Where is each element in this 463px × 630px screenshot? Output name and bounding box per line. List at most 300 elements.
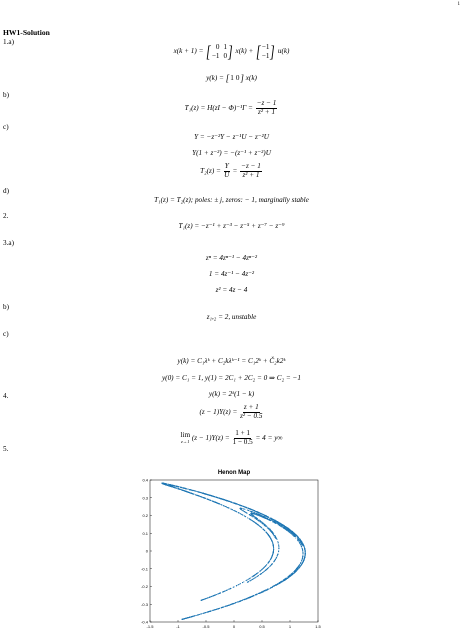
henon-point	[275, 559, 276, 560]
henon-point	[237, 601, 238, 602]
henon-point	[226, 590, 227, 591]
equation-state	[0, 43, 463, 60]
henon-point	[226, 507, 227, 508]
matrix-c-2: 0	[235, 73, 240, 82]
henon-point	[220, 498, 221, 499]
henon-point	[178, 488, 179, 489]
henon-point	[238, 512, 239, 513]
problem-label-1a: 1.a)	[3, 38, 14, 46]
henon-point	[296, 535, 297, 536]
y-tick-label: -0.1	[141, 566, 148, 572]
henon-point	[268, 535, 269, 536]
eq-output-lhs: y(k) =	[206, 74, 224, 83]
henon-point	[187, 617, 188, 618]
henon-point	[271, 531, 272, 532]
henon-point	[244, 599, 245, 600]
henon-point	[198, 492, 199, 493]
henon-point	[243, 510, 244, 511]
henon-point	[270, 529, 271, 530]
henon-point	[278, 542, 279, 543]
henon-point	[174, 486, 175, 487]
henon-point	[263, 567, 264, 568]
henon-point	[168, 484, 169, 485]
henon-point	[270, 588, 271, 589]
henon-point	[257, 511, 258, 512]
henon-point	[171, 486, 172, 487]
henon-point	[302, 543, 303, 544]
henon-point	[256, 518, 257, 519]
problem-label-4: 4.	[3, 392, 9, 400]
henon-point	[199, 614, 200, 615]
henon-point	[271, 587, 272, 588]
y-tick-label: -0.2	[141, 584, 148, 589]
henon-point	[268, 528, 269, 529]
henon-point	[193, 490, 194, 491]
y-tick-label: -0.3	[141, 601, 148, 607]
henon-point	[247, 598, 248, 599]
henon-point	[295, 571, 296, 572]
henon-point	[278, 551, 279, 552]
eq-state-rhs: u(k)	[277, 47, 290, 56]
henon-point	[232, 509, 233, 510]
henon-point	[274, 586, 275, 587]
henon-point	[297, 567, 298, 568]
henon-point	[244, 511, 245, 512]
henon-point	[182, 487, 183, 488]
henon-point	[261, 527, 262, 528]
henon-point	[304, 546, 305, 547]
equation-series: T₁(z) = −z⁻¹ + z⁻³ − z⁻⁵ + z⁻⁷ − z⁻⁹	[178, 222, 285, 230]
henon-point	[272, 554, 273, 555]
henon-point	[212, 610, 213, 611]
henon-point	[255, 523, 256, 524]
henon-point	[242, 600, 243, 601]
y-tick-label: -0.4	[141, 619, 148, 625]
henon-point	[278, 547, 279, 548]
henon-point	[200, 492, 201, 493]
henon-point	[183, 490, 184, 491]
henon-point	[302, 552, 303, 553]
equation-final-value-2	[0, 430, 463, 446]
henon-point	[245, 516, 246, 517]
henon-point	[264, 570, 265, 571]
henon-point	[259, 515, 260, 516]
henon-point	[279, 523, 280, 524]
henon-point	[267, 527, 268, 528]
henon-point	[210, 495, 211, 496]
henon-point	[270, 559, 271, 560]
henon-point	[275, 538, 276, 539]
henon-point	[205, 612, 206, 613]
henon-point	[296, 570, 297, 571]
henon-point	[203, 493, 204, 494]
henon-point	[288, 576, 289, 577]
henon-point	[251, 516, 252, 517]
henon-point	[253, 513, 254, 514]
henon-point	[223, 499, 224, 500]
henon-point	[230, 508, 231, 509]
henon-point	[162, 483, 163, 484]
henon-point	[236, 585, 237, 586]
henon-point	[262, 522, 263, 523]
henon-point	[255, 577, 256, 578]
henon-point	[281, 581, 282, 582]
henon-point	[243, 581, 244, 582]
matrix-a-21: −1	[211, 51, 220, 60]
henon-point	[276, 523, 277, 524]
henon-point	[212, 501, 213, 502]
henon-point	[268, 562, 269, 563]
henon-point	[274, 521, 275, 522]
henon-point	[213, 595, 214, 596]
x-tick-label: -1.5	[146, 624, 154, 629]
henon-point	[170, 485, 171, 486]
fraction: $\frac{z + 1}{\text{z² − 0.5}}$	[240, 403, 263, 421]
fraction: $\frac{-z - 1}{\text{z² + 1}}$	[241, 162, 261, 180]
henon-point	[302, 562, 303, 563]
henon-point	[282, 581, 283, 582]
henon-point	[197, 615, 198, 616]
matrix-A: [ 0 1 −1 0 ]	[206, 42, 233, 61]
henon-point	[194, 615, 195, 616]
henon-point	[286, 526, 287, 527]
henon-point	[300, 541, 301, 542]
henon-point	[226, 605, 227, 606]
henon-point	[251, 513, 252, 514]
henon-point	[250, 597, 251, 598]
henon-point	[256, 513, 257, 514]
henon-point	[232, 603, 233, 604]
eq-state-lhs: x(k + 1) =	[173, 47, 204, 56]
henon-point	[263, 571, 264, 572]
henon-point	[289, 529, 290, 530]
henon-point	[267, 533, 268, 534]
fraction: $\frac{1 + 1}{1 - 0.5}$	[232, 429, 253, 447]
henon-point	[252, 511, 253, 512]
henon-point	[240, 505, 241, 506]
henon-point	[176, 488, 177, 489]
henon-point	[200, 496, 201, 497]
henon-point	[299, 540, 300, 541]
x-tick-label: 0.5	[259, 624, 265, 629]
henon-point	[203, 497, 204, 498]
document-title: HW1-Solution	[3, 28, 50, 37]
henon-point	[295, 537, 296, 538]
henon-point	[272, 542, 273, 543]
henon-point	[233, 510, 234, 511]
matrix-a-11: 0	[215, 43, 220, 52]
henon-point	[214, 609, 215, 610]
henon-point	[246, 598, 247, 599]
henon-point	[264, 524, 265, 525]
henon-point	[288, 531, 289, 532]
equation-roots: z₁,₂ = 2, unstable	[206, 313, 257, 321]
henon-point	[287, 527, 288, 528]
henon-point	[289, 576, 290, 577]
x-tick-label: -0.5	[202, 624, 210, 629]
henon-point	[275, 558, 276, 559]
henon-point	[269, 566, 270, 567]
henon-point	[176, 486, 177, 487]
henon-point	[278, 524, 279, 525]
henon-point	[173, 485, 174, 486]
henon-point	[259, 512, 260, 513]
henon-point	[233, 586, 234, 587]
henon-point	[230, 501, 231, 502]
henon-point	[302, 548, 303, 549]
henon-point	[242, 582, 243, 583]
henon-point	[256, 573, 257, 574]
henon-point	[266, 517, 267, 518]
henon-point	[298, 565, 299, 566]
henon-point	[305, 554, 306, 555]
henon-point	[270, 538, 271, 539]
henon-point	[294, 534, 295, 535]
chart-title: Henon Map	[217, 470, 251, 476]
henon-point	[214, 496, 215, 497]
henon-point	[260, 516, 261, 517]
henon-point	[295, 570, 296, 571]
henon-point	[265, 531, 266, 532]
henon-point	[283, 580, 284, 581]
problem-label-1b: b)	[3, 91, 9, 99]
henon-point	[183, 488, 184, 489]
henon-point	[273, 549, 274, 550]
henon-point	[258, 520, 259, 521]
henon-point	[254, 522, 255, 523]
henon-point	[201, 600, 202, 601]
y-tick-label: 0.1	[142, 530, 148, 536]
henon-point	[257, 524, 258, 525]
matrix-c-1: 1	[230, 73, 234, 82]
henon-point	[291, 532, 292, 533]
henon-point	[282, 524, 283, 525]
henon-point	[251, 509, 252, 510]
henon-point	[253, 595, 254, 596]
henon-point	[252, 515, 253, 516]
henon-point	[302, 551, 303, 552]
henon-point	[293, 573, 294, 574]
henon-point	[171, 484, 172, 485]
henon-point	[247, 517, 248, 518]
henon-point	[272, 555, 273, 556]
henon-point	[267, 568, 268, 569]
henon-point	[287, 577, 288, 578]
henon-point	[222, 607, 223, 608]
henon-point	[264, 516, 265, 517]
henon-point	[271, 541, 272, 542]
henon-point	[202, 497, 203, 498]
henon-point	[203, 613, 204, 614]
henon-point	[265, 570, 266, 571]
henon-point	[298, 539, 299, 540]
henon-point	[305, 555, 306, 556]
henon-point	[246, 507, 247, 508]
henon-point	[195, 494, 196, 495]
henon-point	[208, 611, 209, 612]
henon-point	[188, 617, 189, 618]
henon-point	[271, 558, 272, 559]
henon-point	[207, 494, 208, 495]
henon-point	[296, 568, 297, 569]
henon-point	[278, 548, 279, 549]
eq-limit-mid: (z − 1)Y(z) =	[191, 433, 230, 442]
henon-point	[270, 520, 271, 521]
eq-fv-lhs: (z − 1)Y(z) =	[199, 407, 238, 416]
henon-point	[216, 502, 217, 503]
henon-point	[268, 517, 269, 518]
eq-output-rhs: x(k)	[245, 74, 257, 83]
henon-point	[278, 545, 279, 546]
henon-point	[294, 571, 295, 572]
henon-point	[283, 525, 284, 526]
henon-point	[220, 504, 221, 505]
henon-point	[273, 547, 274, 548]
henon-point	[282, 526, 283, 527]
equation-characteristic: z² = 4z − 4	[215, 286, 248, 294]
henon-point	[264, 530, 265, 531]
henon-point	[304, 550, 305, 551]
henon-point	[213, 496, 214, 497]
henon-point	[249, 580, 250, 581]
henon-point	[302, 550, 303, 551]
henon-point	[273, 534, 274, 535]
henon-point	[230, 604, 231, 605]
henon-point	[218, 503, 219, 504]
henon-point	[216, 609, 217, 610]
henon-point	[241, 505, 242, 506]
matrix-B: [ −1 −1 ]	[256, 42, 276, 61]
fraction: $\frac{Y}{U}$	[224, 162, 230, 180]
page-number: 1	[457, 2, 460, 7]
henon-point	[292, 574, 293, 575]
henon-point	[297, 537, 298, 538]
problem-label-1d: d)	[3, 187, 9, 195]
henon-point	[249, 508, 250, 509]
henon-point	[270, 565, 271, 566]
henon-point	[252, 596, 253, 597]
henon-point	[292, 573, 293, 574]
henon-point	[185, 618, 186, 619]
henon-point	[215, 502, 216, 503]
henon-point	[283, 579, 284, 580]
henon-point	[228, 605, 229, 606]
henon-point	[272, 533, 273, 534]
henon-point	[193, 494, 194, 495]
x-tick-label: 1.5	[315, 624, 321, 629]
henon-point	[261, 592, 262, 593]
henon-point	[259, 574, 260, 575]
henon-point	[243, 506, 244, 507]
eq-t2-lhs: T₂(z) =	[200, 166, 221, 175]
henon-point	[252, 510, 253, 511]
henon-point	[292, 532, 293, 533]
henon-point	[242, 515, 243, 516]
henon-point	[304, 547, 305, 548]
henon-point	[273, 545, 274, 546]
henon-point	[302, 558, 303, 559]
henon-point	[268, 519, 269, 520]
henon-point	[302, 556, 303, 557]
henon-point	[299, 539, 300, 540]
henon-point	[290, 530, 291, 531]
henon-point	[209, 597, 210, 598]
henon-point	[238, 584, 239, 585]
henon-point	[305, 553, 306, 554]
henon-point	[301, 544, 302, 545]
henon-point	[300, 563, 301, 564]
henon-point	[288, 529, 289, 530]
henon-point	[285, 529, 286, 530]
henon-point	[290, 575, 291, 576]
equation-solution: y(k) = 2ᵏ(1 − k)	[208, 390, 255, 398]
henon-point	[270, 518, 271, 519]
henon-point	[225, 590, 226, 591]
eq-limit-rhs: = 4 = y∞	[255, 433, 283, 442]
henon-point	[268, 589, 269, 590]
henon-point	[300, 544, 301, 545]
henon-point	[188, 489, 189, 490]
henon-point	[249, 578, 250, 579]
henon-point	[264, 517, 265, 518]
henon-point	[301, 563, 302, 564]
henon-point	[251, 580, 252, 581]
henon-point	[260, 515, 261, 516]
henon-point	[230, 588, 231, 589]
henon-point	[210, 500, 211, 501]
henon-point	[218, 497, 219, 498]
henon-point	[303, 560, 304, 561]
henon-point	[304, 558, 305, 559]
henon-point	[277, 584, 278, 585]
problem-label-3b: b)	[3, 303, 9, 311]
henon-point	[257, 593, 258, 594]
henon-point	[209, 495, 210, 496]
henon-point	[267, 589, 268, 590]
equation-factored: Y(1 + z⁻²) = −(z⁻¹ + z⁻²)U	[192, 149, 271, 157]
henon-point	[213, 501, 214, 502]
henon-point	[165, 484, 166, 485]
henon-point	[293, 535, 294, 536]
henon-point	[246, 512, 247, 513]
henon-point	[272, 520, 273, 521]
henon-point	[302, 555, 303, 556]
henon-point	[280, 526, 281, 527]
x-tick-label: 0	[232, 624, 236, 629]
henon-point	[271, 564, 272, 565]
henon-point	[299, 567, 300, 568]
henon-point	[224, 505, 225, 506]
henon-point	[262, 528, 263, 529]
equation-final-value-1	[0, 404, 463, 420]
henon-point	[257, 514, 258, 515]
henon-point	[222, 591, 223, 592]
henon-point	[185, 488, 186, 489]
henon-point	[248, 581, 249, 582]
henon-point	[227, 507, 228, 508]
henon-point	[219, 608, 220, 609]
henon-point	[216, 594, 217, 595]
henon-point	[265, 526, 266, 527]
henon-point	[198, 495, 199, 496]
henon-point	[254, 575, 255, 576]
henon-point	[229, 501, 230, 502]
henon-point	[248, 579, 249, 580]
henon-point	[254, 512, 255, 513]
henon-point	[185, 491, 186, 492]
henon-point	[215, 594, 216, 595]
henon-point	[274, 535, 275, 536]
